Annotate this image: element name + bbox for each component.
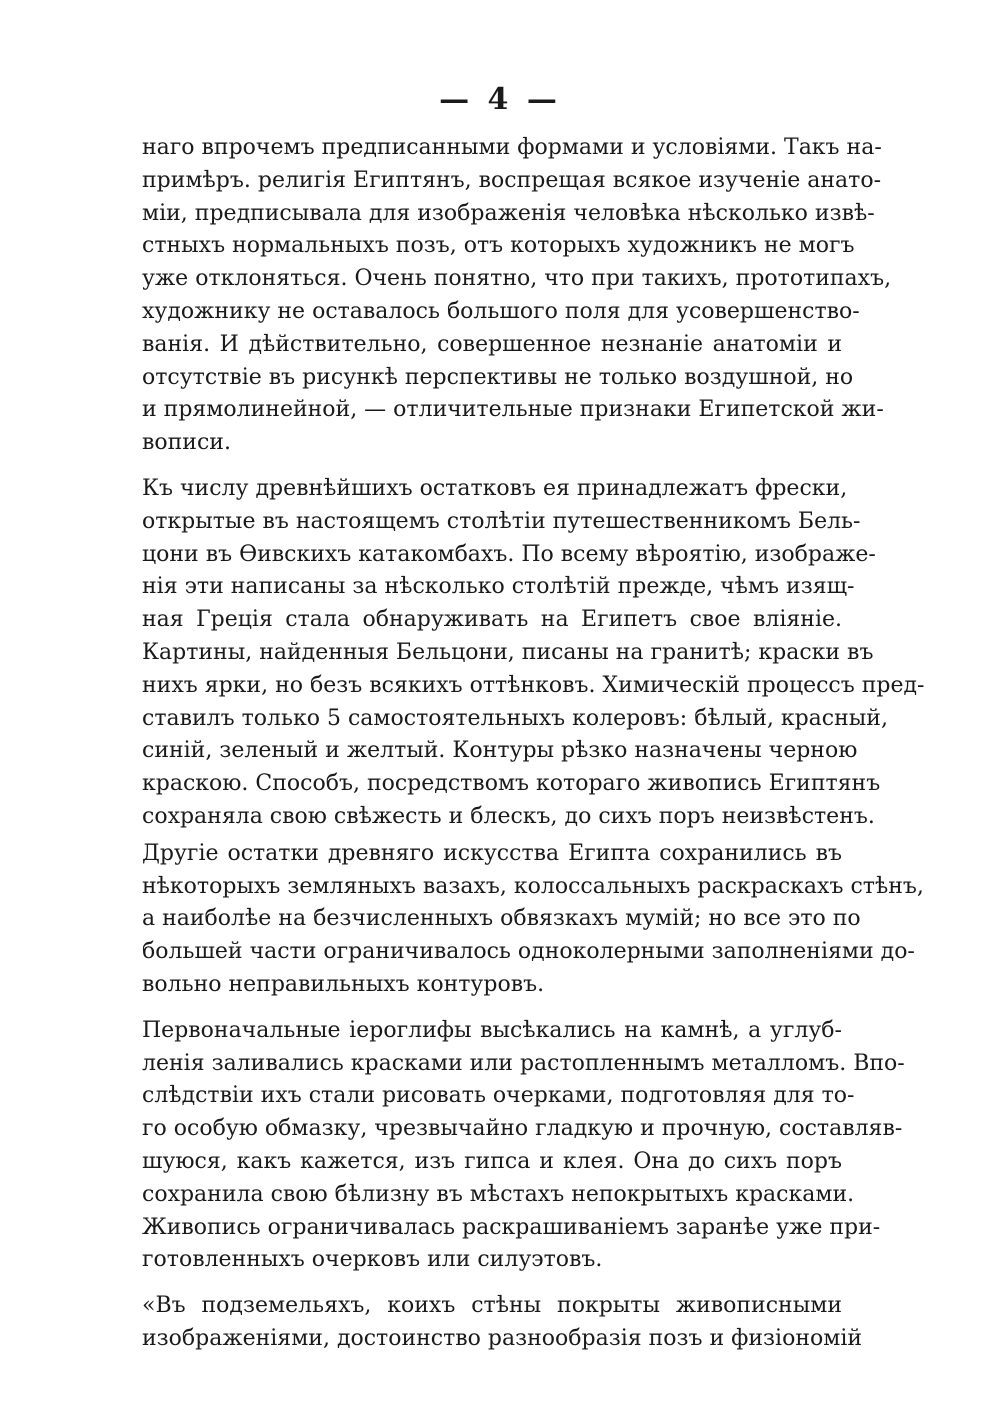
paragraph [142,1015,905,1277]
text-line: слѣдствіи ихъ стали рисовать очерками, подготовляя для то- [142,1083,855,1109]
text-line: отсутствіе въ рисункѣ перспективы не только воздушной, но [142,364,854,390]
paragraph [142,838,924,1002]
text-line: ная Греція стала обнаруживать на Египетъ свое вліяніе. [142,607,842,633]
text-line: открытые въ настоящемъ столѣтіи путешественникомъ Бель- [142,508,861,534]
text-line: большей части ограничивалось одноколерными заполненіями до- [142,939,915,965]
paragraph [142,132,892,460]
page-number: — 4 — [439,82,561,117]
text-line: Другіе остатки древняго искусства Египта сохранились въ [142,840,842,866]
text-line: готовленныхъ очерковъ или силуэтовъ. [142,1247,603,1273]
text-line: стныхъ нормальныхъ позъ, отъ которыхъ художникъ не могъ [142,233,855,259]
text-line: «Въ подземельяхъ, коихъ стѣны покрыты живописными [142,1293,842,1319]
text-line: художнику не оставалось большого поля для усовершенство- [142,298,860,324]
text-line: изображеніями, достоинство разнообразія позъ и физіономій [142,1325,863,1351]
text-line: Первоначальные іероглифы высѣкались на камнѣ, а углуб- [142,1017,842,1043]
paragraph [142,473,925,834]
text-line: уже отклоняться. Очень понятно, что при такихъ, прототипахъ, [142,266,892,292]
text-line: цони въ Ѳивскихъ катакомбахъ. По всему вѣроятію, изображе- [142,541,876,567]
text-line: а наиболѣе на безчисленныхъ обвязкахъ мумій; но все это по [142,906,861,932]
paragraph [142,1290,863,1356]
text-line: нихъ ярки, но безъ всякихъ оттѣнковъ. Химическій процессъ пред- [142,672,925,698]
text-line: Картины, найденныя Бельцони, писаны на гранитѣ; краски въ [142,639,874,665]
text-line: го особую обмазку, чрезвычайно гладкую и прочную, составляв- [142,1116,903,1142]
text-line: краскою. Способъ, посредствомъ котораго живопись Египтянъ [142,771,881,797]
text-line: сохраняла свою свѣжесть и блескъ, до сихъ поръ неизвѣстенъ. [142,803,875,829]
text-line: ванія. И дѣйствительно, совершенное незнаніе анатоміи и [142,331,842,357]
text-line: нѣкоторыхъ земляныхъ вазахъ, колоссальныхъ раскраскахъ стѣнъ, [142,873,924,899]
text-line: сохранила свою бѣлизну въ мѣстахъ непокрытыхъ красками. [142,1181,855,1207]
text-line: шуюся, какъ кажется, изъ гипса и клея. Она до сихъ поръ [142,1148,842,1174]
text-line: ленія заливались красками или растопленнымъ металломъ. Впо- [142,1050,905,1076]
text-line: вописи. [142,430,231,456]
text-line: вольно неправильныхъ контуровъ. [142,971,545,997]
text-line: Къ числу древнѣйшихъ остатковъ ея принадлежатъ фрески, [142,475,848,501]
text-line: ставилъ только 5 самостоятельныхъ колеровъ: бѣлый, красный, [142,705,888,731]
text-line: міи, предписывала для изображенія человѣка нѣсколько извѣ- [142,200,875,226]
text-line: нія эти написаны за нѣсколько столѣтій прежде, чѣмъ изящ- [142,574,855,600]
text-line: наго впрочемъ предписанными формами и условіями. Такъ на- [142,135,882,160]
text-line: синій, зеленый и желтый. Контуры рѣзко назначены черною [142,738,858,764]
body-text [142,132,925,1356]
text-line: примѣръ. религія Египтянъ, воспрещая всякое изученіе анато- [142,167,882,193]
text-line: и прямолинейной, — отличительные признаки Египетской жи- [142,397,884,423]
text-line: Живопись ограничивалась раскрашиваніемъ заранѣе уже при- [142,1214,881,1240]
